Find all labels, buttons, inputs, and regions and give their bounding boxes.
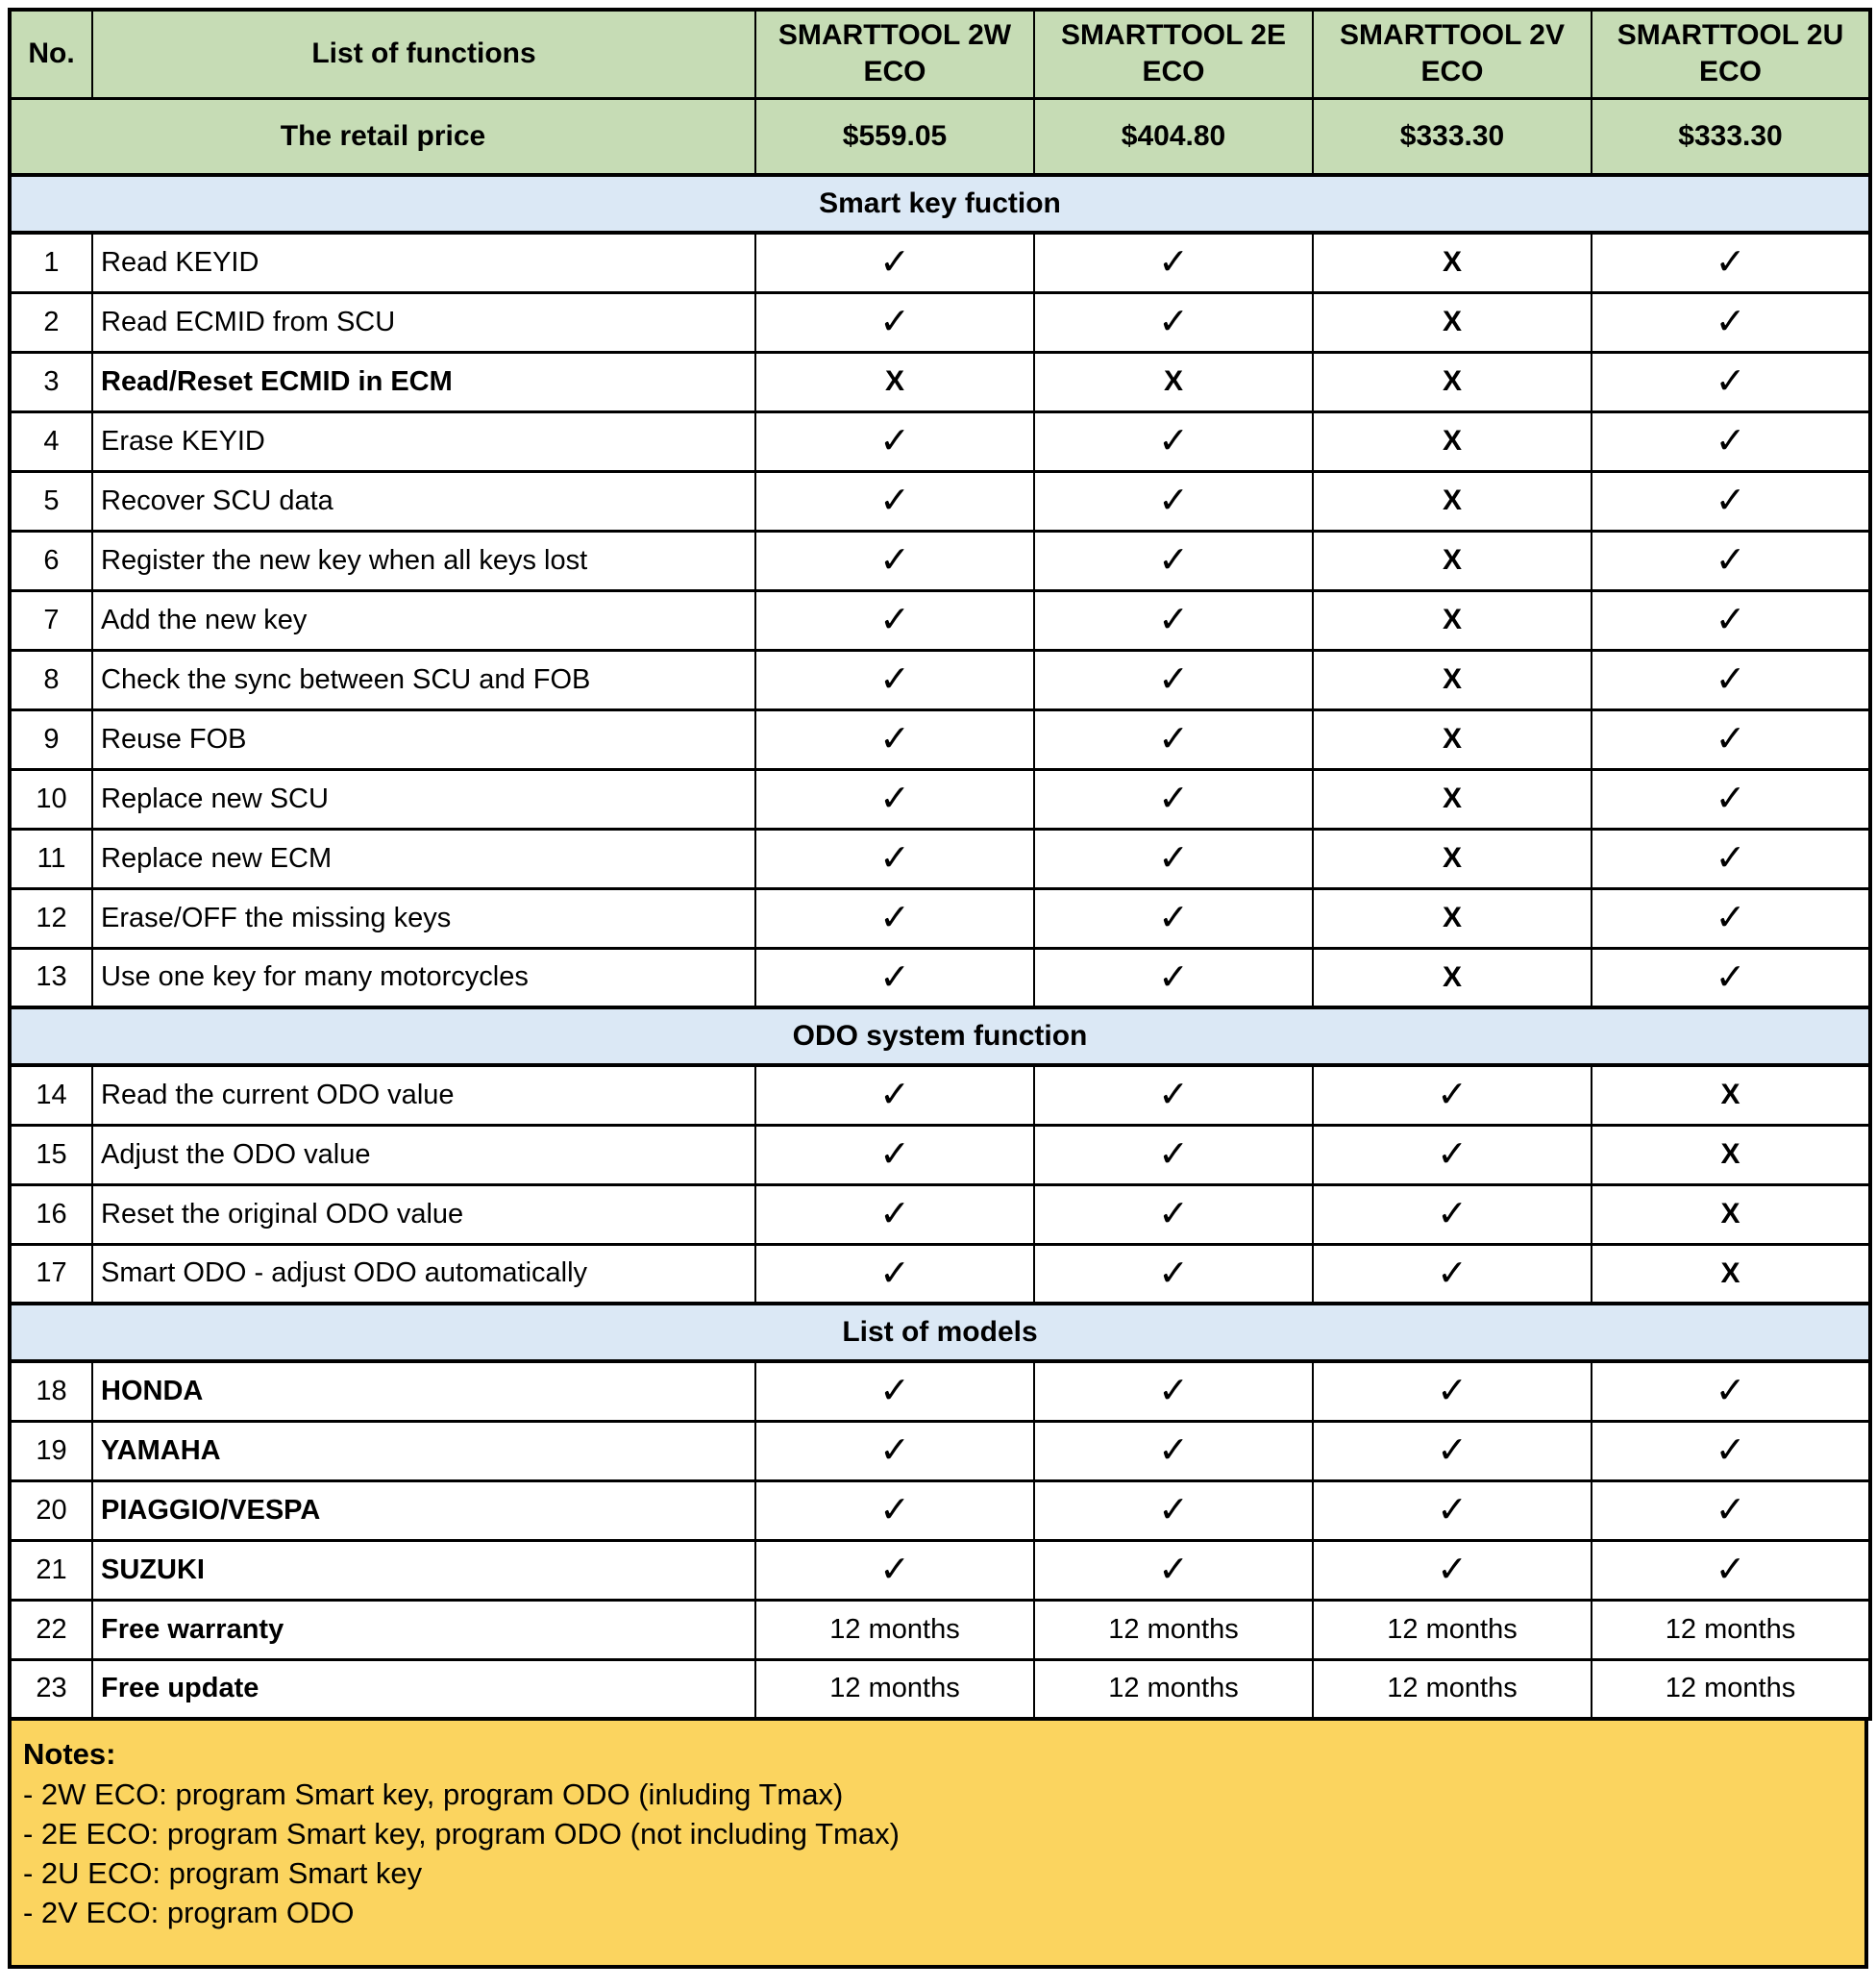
check-mark: ✓: [1592, 352, 1870, 411]
check-mark: ✓: [1592, 590, 1870, 650]
function-label: Read/Reset ECMID in ECM: [92, 352, 755, 411]
x-mark: X: [1313, 590, 1592, 650]
x-mark: X: [1313, 650, 1592, 709]
value-text: 12 months: [1034, 1659, 1313, 1719]
header-row: [10, 10, 1870, 98]
check-mark: ✓: [755, 650, 1034, 709]
check-mark: ✓: [1592, 531, 1870, 590]
function-label: SUZUKI: [92, 1540, 755, 1600]
check-mark: ✓: [1592, 948, 1870, 1007]
row-number: 3: [10, 352, 92, 411]
product-header-2u: [1592, 10, 1870, 98]
check-mark: ✓: [1034, 948, 1313, 1007]
function-label: YAMAHA: [92, 1421, 755, 1480]
check-mark: ✓: [755, 292, 1034, 352]
table-row: [10, 1600, 1870, 1659]
check-mark: ✓: [1034, 233, 1313, 292]
check-mark: ✓: [1592, 233, 1870, 292]
check-mark: ✓: [755, 1244, 1034, 1304]
table-row: [10, 1421, 1870, 1480]
check-mark: ✓: [1034, 292, 1313, 352]
check-mark: ✓: [1034, 1540, 1313, 1600]
x-mark: X: [1034, 352, 1313, 411]
function-label: HONDA: [92, 1361, 755, 1421]
check-mark: ✓: [1034, 1184, 1313, 1244]
x-mark: X: [1592, 1125, 1870, 1184]
check-mark: ✓: [1592, 769, 1870, 829]
x-mark: X: [1313, 352, 1592, 411]
check-mark: ✓: [1034, 1421, 1313, 1480]
product-name: SMARTTOOL 2E: [1061, 19, 1286, 52]
check-mark: ✓: [1592, 709, 1870, 769]
check-mark: ✓: [1313, 1361, 1592, 1421]
function-label: Replace new ECM: [92, 829, 755, 888]
product-header-2w: [755, 10, 1034, 98]
check-mark: ✓: [1592, 829, 1870, 888]
product-name: SMARTTOOL 2V: [1340, 19, 1565, 52]
check-mark: ✓: [1034, 1065, 1313, 1125]
row-number: 18: [10, 1361, 92, 1421]
check-mark: ✓: [1592, 411, 1870, 471]
check-mark: ✓: [755, 1421, 1034, 1480]
note-line-2u: - 2U ECO: program Smart key: [23, 1856, 423, 1890]
table-row: [10, 650, 1870, 709]
table-row: [10, 233, 1870, 292]
x-mark: X: [1313, 948, 1592, 1007]
value-text: 12 months: [1592, 1659, 1870, 1719]
note-line-2e: - 2E ECO: program Smart key, program ODO (not including Tmax): [23, 1817, 900, 1851]
x-mark: X: [755, 352, 1034, 411]
notes-box: [8, 1721, 1868, 1969]
row-number: 13: [10, 948, 92, 1007]
check-mark: ✓: [1034, 471, 1313, 531]
row-number: 12: [10, 888, 92, 948]
function-label: Recover SCU data: [92, 471, 755, 531]
product-edition: ECO: [1698, 56, 1762, 88]
check-mark: ✓: [1592, 292, 1870, 352]
check-mark: ✓: [755, 829, 1034, 888]
table-row: [10, 352, 1870, 411]
check-mark: ✓: [755, 531, 1034, 590]
check-mark: ✓: [755, 1540, 1034, 1600]
check-mark: ✓: [1034, 1125, 1313, 1184]
row-number: 17: [10, 1244, 92, 1304]
function-label: Free update: [92, 1659, 755, 1719]
row-number: 2: [10, 292, 92, 352]
x-mark: X: [1313, 709, 1592, 769]
value-text: 12 months: [1592, 1600, 1870, 1659]
table-row: [10, 769, 1870, 829]
value-text: 12 months: [755, 1659, 1034, 1719]
check-mark: ✓: [755, 1361, 1034, 1421]
x-mark: X: [1592, 1065, 1870, 1125]
table-row: [10, 1480, 1870, 1540]
check-mark: ✓: [1034, 1361, 1313, 1421]
row-number: 19: [10, 1421, 92, 1480]
product-name: SMARTTOOL 2W: [778, 19, 1012, 52]
table-row: [10, 709, 1870, 769]
function-label: Read the current ODO value: [92, 1065, 755, 1125]
retail-price-2u: $333.30: [1592, 98, 1870, 175]
check-mark: ✓: [1592, 888, 1870, 948]
function-label: Register the new key when all keys lost: [92, 531, 755, 590]
function-label: Reset the original ODO value: [92, 1184, 755, 1244]
row-number: 11: [10, 829, 92, 888]
x-mark: X: [1313, 233, 1592, 292]
section-title: Smart key fuction: [10, 175, 1870, 233]
check-mark: ✓: [1034, 650, 1313, 709]
row-number: 20: [10, 1480, 92, 1540]
x-mark: X: [1592, 1244, 1870, 1304]
row-number: 14: [10, 1065, 92, 1125]
check-mark: ✓: [1034, 531, 1313, 590]
note-line-2v: - 2V ECO: program ODO: [23, 1896, 355, 1929]
check-mark: ✓: [1313, 1244, 1592, 1304]
product-header-2e: [1034, 10, 1313, 98]
table-row: [10, 1540, 1870, 1600]
table-row: [10, 1065, 1870, 1125]
check-mark: ✓: [1034, 709, 1313, 769]
no-column-header: No.: [10, 10, 92, 98]
table-row: [10, 948, 1870, 1007]
value-text: 12 months: [1313, 1600, 1592, 1659]
table-row: [10, 292, 1870, 352]
table-body: [10, 175, 1870, 1719]
check-mark: ✓: [1034, 411, 1313, 471]
row-number: 7: [10, 590, 92, 650]
check-mark: ✓: [755, 888, 1034, 948]
check-mark: ✓: [1313, 1065, 1592, 1125]
section-title: ODO system function: [10, 1007, 1870, 1065]
function-label: Add the new key: [92, 590, 755, 650]
table-row: [10, 411, 1870, 471]
check-mark: ✓: [755, 769, 1034, 829]
notes-title: Notes:: [23, 1737, 116, 1771]
row-number: 1: [10, 233, 92, 292]
x-mark: X: [1313, 531, 1592, 590]
check-mark: ✓: [755, 709, 1034, 769]
table-row: [10, 471, 1870, 531]
product-edition: ECO: [863, 56, 926, 88]
row-number: 22: [10, 1600, 92, 1659]
function-label: Check the sync between SCU and FOB: [92, 650, 755, 709]
note-line-2w: - 2W ECO: program Smart key, program ODO (inluding Tmax): [23, 1777, 844, 1811]
table-row: [10, 590, 1870, 650]
row-number: 23: [10, 1659, 92, 1719]
functions-column-header: List of functions: [92, 10, 755, 98]
table-row: [10, 531, 1870, 590]
check-mark: ✓: [1592, 1421, 1870, 1480]
retail-price-label: The retail price: [10, 98, 755, 175]
table-row: [10, 1244, 1870, 1304]
check-mark: ✓: [755, 1184, 1034, 1244]
check-mark: ✓: [1034, 829, 1313, 888]
table-row: [10, 1184, 1870, 1244]
retail-price-2e: $404.80: [1034, 98, 1313, 175]
x-mark: X: [1313, 888, 1592, 948]
value-text: 12 months: [755, 1600, 1034, 1659]
row-number: 6: [10, 531, 92, 590]
function-label: Free warranty: [92, 1600, 755, 1659]
check-mark: ✓: [1034, 769, 1313, 829]
x-mark: X: [1313, 411, 1592, 471]
value-text: 12 months: [1313, 1659, 1592, 1719]
row-number: 16: [10, 1184, 92, 1244]
section-header-row: [10, 175, 1870, 233]
table-row: [10, 829, 1870, 888]
check-mark: ✓: [1313, 1540, 1592, 1600]
section-header-row: [10, 1007, 1870, 1065]
function-label: Read KEYID: [92, 233, 755, 292]
function-label: Smart ODO - adjust ODO automatically: [92, 1244, 755, 1304]
x-mark: X: [1313, 829, 1592, 888]
section-title: List of models: [10, 1304, 1870, 1361]
table-row: [10, 1361, 1870, 1421]
check-mark: ✓: [1313, 1125, 1592, 1184]
x-mark: X: [1313, 292, 1592, 352]
product-name: SMARTTOOL 2U: [1617, 19, 1844, 52]
check-mark: ✓: [755, 1480, 1034, 1540]
x-mark: X: [1592, 1184, 1870, 1244]
product-header-2v: [1313, 10, 1592, 98]
section-header-row: [10, 1304, 1870, 1361]
table-row: [10, 888, 1870, 948]
table-row: [10, 1659, 1870, 1719]
check-mark: ✓: [1592, 1361, 1870, 1421]
check-mark: ✓: [1034, 1480, 1313, 1540]
product-edition: ECO: [1142, 56, 1205, 88]
retail-price-2w: $559.05: [755, 98, 1034, 175]
function-label: Use one key for many motorcycles: [92, 948, 755, 1007]
check-mark: ✓: [1034, 888, 1313, 948]
check-mark: ✓: [755, 1125, 1034, 1184]
check-mark: ✓: [1592, 471, 1870, 531]
check-mark: ✓: [755, 471, 1034, 531]
check-mark: ✓: [755, 948, 1034, 1007]
check-mark: ✓: [755, 590, 1034, 650]
check-mark: ✓: [1592, 650, 1870, 709]
check-mark: ✓: [1592, 1480, 1870, 1540]
table-row: [10, 1125, 1870, 1184]
x-mark: X: [1313, 769, 1592, 829]
row-number: 10: [10, 769, 92, 829]
check-mark: ✓: [755, 1065, 1034, 1125]
row-number: 21: [10, 1540, 92, 1600]
function-label: Erase KEYID: [92, 411, 755, 471]
row-number: 4: [10, 411, 92, 471]
row-number: 15: [10, 1125, 92, 1184]
retail-price-2v: $333.30: [1313, 98, 1592, 175]
check-mark: ✓: [1313, 1421, 1592, 1480]
check-mark: ✓: [1034, 1244, 1313, 1304]
check-mark: ✓: [755, 233, 1034, 292]
check-mark: ✓: [1313, 1480, 1592, 1540]
row-number: 5: [10, 471, 92, 531]
check-mark: ✓: [1034, 590, 1313, 650]
retail-price-row: [10, 98, 1870, 175]
check-mark: ✓: [755, 411, 1034, 471]
check-mark: ✓: [1313, 1184, 1592, 1244]
check-mark: ✓: [1592, 1540, 1870, 1600]
function-label: Reuse FOB: [92, 709, 755, 769]
row-number: 9: [10, 709, 92, 769]
value-text: 12 months: [1034, 1600, 1313, 1659]
x-mark: X: [1313, 471, 1592, 531]
product-edition: ECO: [1420, 56, 1484, 88]
comparison-table: [8, 8, 1872, 1721]
row-number: 8: [10, 650, 92, 709]
function-label: Replace new SCU: [92, 769, 755, 829]
function-label: PIAGGIO/VESPA: [92, 1480, 755, 1540]
function-label: Read ECMID from SCU: [92, 292, 755, 352]
function-label: Erase/OFF the missing keys: [92, 888, 755, 948]
function-label: Adjust the ODO value: [92, 1125, 755, 1184]
